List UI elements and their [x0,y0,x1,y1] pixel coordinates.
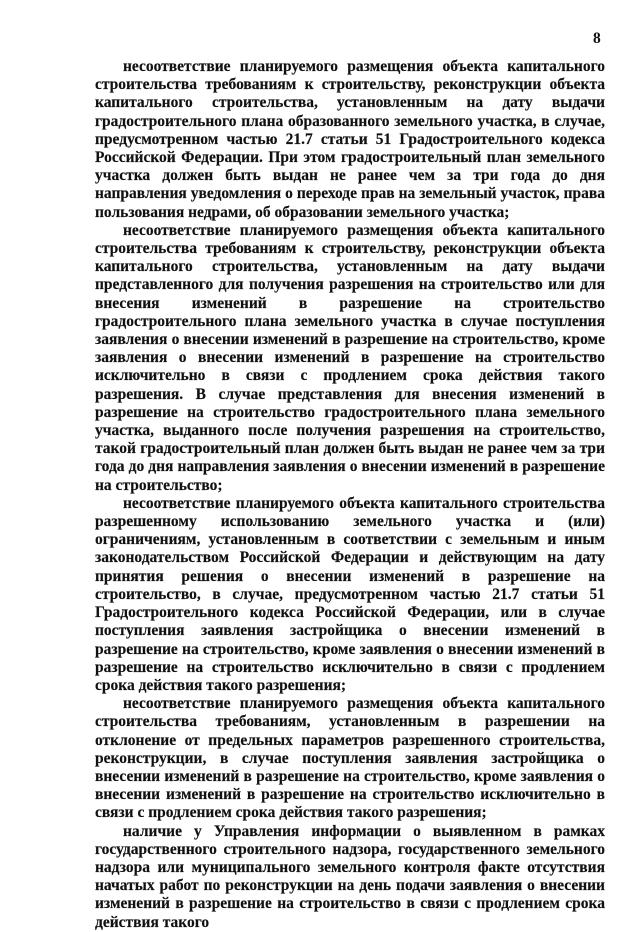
paragraph: несоответствие планируемого объекта капитального строительства разрешенному использованию земельного участка и (или) ограничениям, установленным в соответствии с земельным и иным законодательством Российской Федерации и действующим на дату принятия решения о внесении изменений в разрешение на строительство, в случае, предусмотренном частью 21.7 статьи 51 Градостроительного кодекса Российской Федерации, или в случае поступления заявления застройщика о внесении изменений в разрешение на строительство, кроме заявления о внесении изменений в разрешение на строительство исключительно в связи с продлением срока действия такого разрешения; [95,494,605,694]
document-body [95,58,605,932]
paragraph: несоответствие планируемого размещения объекта капитального строительства требованиям к строительству, реконструкции объекта капитального строительства, установленным на дату выдачи градостроительного плана образованного земельного участка, в случае, предусмотренном частью 21.7 статьи 51 Градостроительного кодекса Российской Федерации. При этом градостроительный план земельного участка должен быть выдан не ранее чем за три года до дня направления уведомления о переходе прав на земельный участок, права пользования недрами, об образовании земельного участка; [95,58,605,221]
page-number: 8 [593,30,601,47]
paragraph: несоответствие планируемого размещения объекта капитального строительства требованиям, установленным в разрешении на отклонение от предельных параметров разрешенного строительства, реконструкции, в случае поступления заявления застройщика о внесении изменений в разрешение на строительство, кроме заявления о внесении изменений в разрешение на строительство исключительно в связи с продлением срока действия такого разрешения; [95,695,605,822]
paragraph: наличие у Управления информации о выявленном в рамках государственного строительного надзора, государственного земельного надзора или муниципального земельного контроля факте отсутствия начатых работ по реконструкции на день подачи заявления о внесении изменений в разрешение на строительство в связи с продлением срока действия такого [95,822,605,931]
paragraph: несоответствие планируемого размещения объекта капитального строительства требованиям к строительству, реконструкции объекта капитального строительства, установленным на дату выдачи представленного для получения разрешения на строительство или для внесения изменений в разрешение на строительство градостроительного плана земельного участка в случае поступления заявления о внесении изменений в разрешение на строительство, кроме заявления о внесении изменений в разрешение на строительство исключительно в связи с продлением срока действия такого разрешения. В случае представления для внесения изменений в разрешение на строительство градостроительного плана земельного участка, выданного после получения разрешения на строительство, такой градостроительный план должен быть выдан не ранее чем за три года до дня направления заявления о внесении изменений в разрешение на строительство; [95,221,605,494]
